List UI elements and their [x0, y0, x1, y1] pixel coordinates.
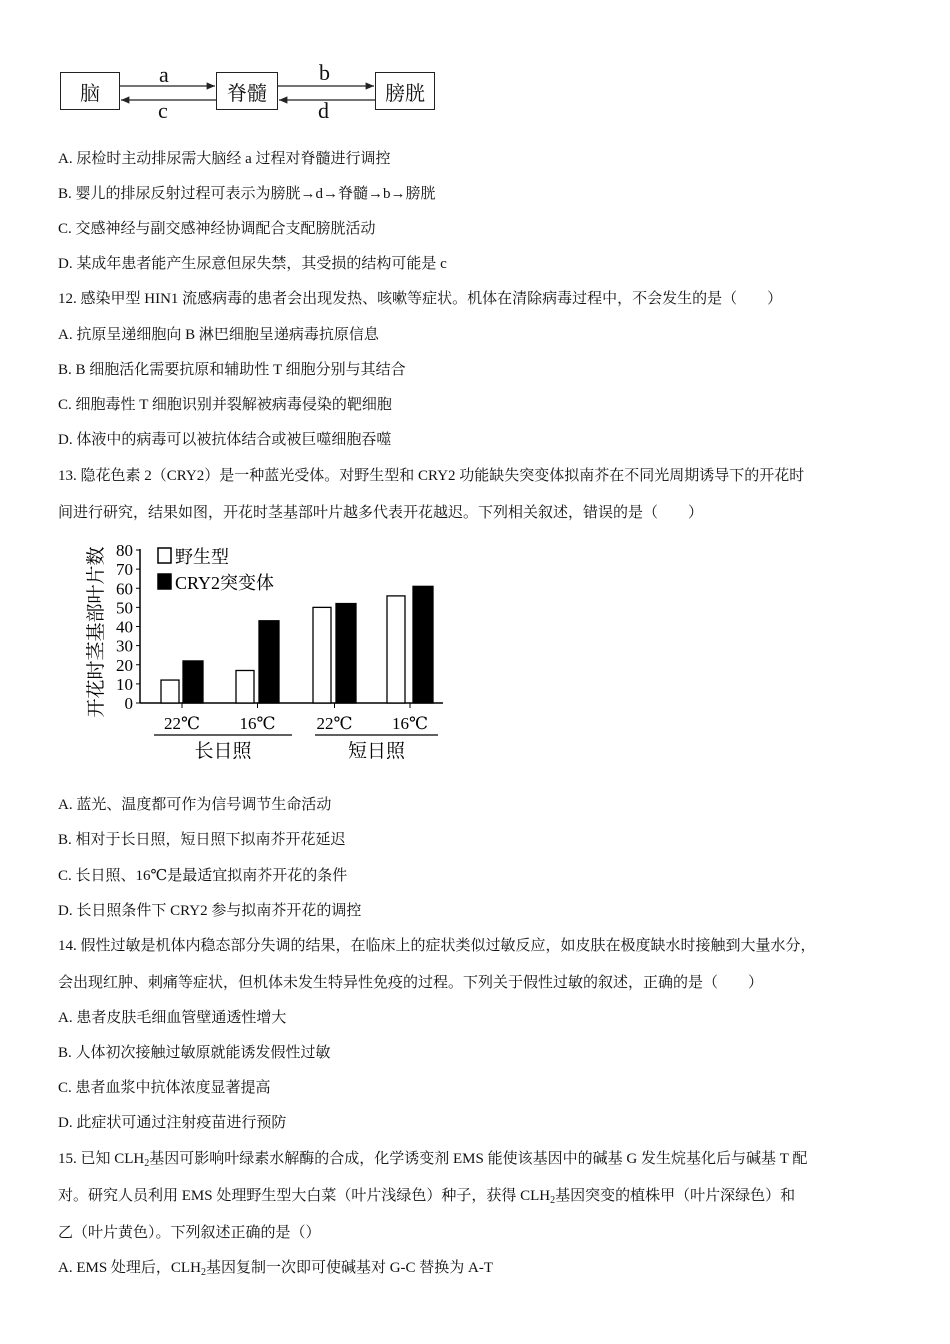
- text-line: [58, 795, 331, 815]
- text-segment: 13. 隐花色素 2（CRY2）是一种蓝光受体。对野生型和 CRY2 功能缺失突变体拟南芥在不同光周期诱导下的开花时: [58, 468, 805, 484]
- text-segment: 会出现红肿、刺痛等症状，但机体未发生特异性免疫的过程。下列关于假性过敏的叙述，正确的是（ ）: [58, 975, 764, 991]
- text-line: [58, 395, 392, 415]
- legend-label: CRY2突变体: [175, 573, 275, 593]
- legend-swatch: [158, 548, 171, 563]
- text-line: [58, 219, 376, 239]
- y-tick-label: 70: [116, 560, 133, 580]
- text-segment: A. 患者皮肤毛细血管壁通透性增大: [58, 1010, 287, 1026]
- text-segment: C. 交感神经与副交感神经协调配合支配膀胱活动: [58, 221, 376, 237]
- arrow-label-a: a: [159, 62, 169, 87]
- x-tick-label: 16℃: [239, 714, 276, 733]
- text-line: [58, 149, 391, 169]
- text-segment: C. 长日照、16℃是最适宜拟南芥开花的条件: [58, 868, 348, 884]
- text-line: [58, 1223, 321, 1243]
- y-tick-label: 40: [116, 617, 133, 637]
- bar-cry2-mutant: [413, 586, 433, 703]
- text-segment: B. B 细胞活化需要抗原和辅助性 T 细胞分别与其结合: [58, 362, 406, 378]
- text-segment: B. 婴儿的排尿反射过程可表示为膀胱→d→脊髓→b→膀胱: [58, 186, 436, 202]
- bar-cry2-mutant: [259, 621, 279, 703]
- text-segment: 乙（叶片黄色）。下列叙述正确的是（）: [58, 1225, 321, 1241]
- text-segment: 基因复制一次即可使碱基对 G-C 替换为 A-T: [205, 1260, 494, 1276]
- text-segment: A. 抗原呈递细胞向 B 淋巴细胞呈递病毒抗原信息: [58, 327, 379, 343]
- node-spinal-cord: 脊髓: [216, 72, 278, 110]
- x-tick-label: 16℃: [391, 714, 429, 733]
- text-segment: 基因突变的植株甲（叶片深绿色）和: [555, 1188, 796, 1204]
- text-line: [58, 1078, 271, 1098]
- text-line: [58, 466, 804, 486]
- text-segment: B. 人体初次接触过敏原就能诱发假性过敏: [58, 1045, 331, 1061]
- text-line: [58, 289, 782, 309]
- arrow-label-d: d: [318, 98, 329, 123]
- text-segment: 14. 假性过敏是机体内稳态部分失调的结果，在临床上的症状类似过敏反应，如皮肤在极度缺水时接触到大量水分，: [58, 938, 816, 954]
- subscript: 2: [144, 1158, 150, 1169]
- node-brain: 脑: [60, 72, 120, 110]
- text-line: [58, 1113, 286, 1133]
- text-line: [58, 1258, 493, 1278]
- bar-cry2-mutant: [336, 604, 356, 703]
- y-tick-label: 10: [116, 674, 133, 694]
- y-tick-label: 20: [116, 655, 133, 675]
- text-line: [58, 184, 436, 204]
- legend-swatch: [158, 574, 171, 589]
- subscript: 2: [550, 1195, 556, 1206]
- text-segment: D. 长日照条件下 CRY2 参与拟南芥开花的调控: [58, 903, 362, 919]
- text-segment: A. 尿检时主动排尿需大脑经 a 过程对脊髓进行调控: [58, 151, 391, 167]
- text-line: [58, 1008, 286, 1028]
- y-tick-label: 30: [116, 636, 133, 656]
- x-tick-label: 22℃: [163, 714, 201, 733]
- text-line: [58, 325, 379, 345]
- bar-cry2-mutant: [183, 661, 203, 703]
- y-tick-label: 80: [116, 541, 133, 560]
- text-line: [58, 866, 347, 886]
- text-line: [58, 503, 703, 523]
- text-line: [58, 830, 346, 850]
- text-segment: 12. 感染甲型 HIN1 流感病毒的患者会出现发热、咳嗽等症状。机体在清除病毒过程中，不会发生的是（ ）: [58, 291, 783, 307]
- node-bladder: 膀胱: [375, 72, 435, 110]
- y-axis-label: 开花时茎基部叶片数: [85, 546, 107, 718]
- text-segment: 对。研究人员利用 EMS 处理野生型大白菜（叶片浅绿色）种子，获得 CLH: [58, 1188, 551, 1204]
- text-line: [58, 1186, 795, 1206]
- text-line: [58, 430, 391, 450]
- text-segment: 间进行研究，结果如图，开花时茎基部叶片越多代表开花越迟。下列相关叙述，错误的是（ ）: [58, 505, 704, 521]
- diagram-arrows: [0, 0, 460, 130]
- text-line: [58, 1043, 331, 1063]
- text-segment: D. 体液中的病毒可以被抗体结合或被巨噬细胞吞噬: [58, 432, 392, 448]
- group-label: 长日照: [194, 740, 252, 762]
- text-segment: C. 细胞毒性 T 细胞识别并裂解被病毒侵染的靶细胞: [58, 397, 392, 413]
- subscript: 2: [200, 1267, 206, 1278]
- text-segment: 15. 已知 CLH: [58, 1151, 145, 1167]
- bar-wild-type: [236, 670, 254, 703]
- y-tick-label: 60: [116, 579, 133, 599]
- bar-wild-type: [313, 607, 331, 703]
- text-line: [58, 1149, 807, 1169]
- text-line: [58, 936, 816, 956]
- text-segment: C. 患者血浆中抗体浓度显著提高: [58, 1080, 271, 1096]
- text-line: [58, 973, 763, 993]
- bar-wild-type: [161, 680, 179, 703]
- text-segment: A. 蓝光、温度都可作为信号调节生命活动: [58, 797, 332, 813]
- text-segment: B. 相对于长日照，短日照下拟南芥开花延迟: [58, 832, 346, 848]
- group-label: 短日照: [347, 740, 406, 762]
- y-tick-label: 50: [116, 598, 133, 618]
- text-segment: 基因可影响叶绿素水解酶的合成，化学诱变剂 EMS 能使该基因中的碱基 G 发生烷基化后与碱基 T 配: [149, 1151, 808, 1167]
- bar-wild-type: [387, 596, 405, 703]
- x-tick-label: 22℃: [316, 714, 353, 733]
- text-line: [58, 254, 447, 274]
- arrow-label-c: c: [158, 98, 168, 123]
- legend-label: 野生型: [175, 547, 229, 567]
- y-tick-label: 0: [124, 694, 133, 713]
- arrow-label-b: b: [319, 60, 330, 85]
- text-segment: A. EMS 处理后，CLH: [58, 1260, 201, 1276]
- text-line: [58, 360, 406, 380]
- text-segment: D. 某成年患者能产生尿意但尿失禁，其受损的结构可能是 c: [58, 256, 447, 272]
- text-segment: D. 此症状可通过注射疫苗进行预防: [58, 1115, 287, 1131]
- text-line: [58, 901, 361, 921]
- bar-chart: [70, 535, 460, 765]
